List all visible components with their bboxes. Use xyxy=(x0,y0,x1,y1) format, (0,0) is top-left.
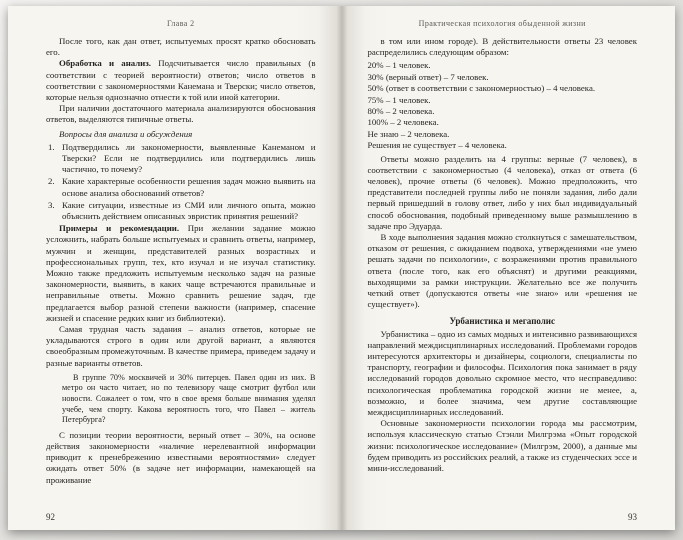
paragraph-lead: Обработка и анализ. xyxy=(59,58,151,69)
paragraph: После того, как дан ответ, испытуемых просят кратко обосновать его. xyxy=(46,36,316,58)
paragraph: Основные закономерности психологии города мы рассмотрим, используя классическую статью Стэнли Милгрэма «Опыт городской жизни: психологическое исследование» (Милгрэм, 2000), а данные мы будем приводить из российских реалий, а также из студенческих эссе и мини-исследований. xyxy=(367,418,637,473)
left-page xyxy=(8,6,342,530)
list-text: Какие ситуации, известные из СМИ или личного опыта, можно объяснить действием описанных эвристик принятия решений? xyxy=(62,199,316,222)
numbered-list-item xyxy=(46,200,316,222)
result-line: 75% – 1 человек. xyxy=(367,94,431,105)
task-quote-block: В группе 70% москвичей и 30% питерцев. Павел один из них. В метро он часто читает, но по телевизору чаще смотрит футбол или новости. Сожалеет о том, что в свое время больше внимания уделял учебе, чем спорту. Какова вероятность того, что Павел – житель Петербурга? xyxy=(62,372,316,425)
paragraph: Самая трудная часть задания – анализ ответов, которые не укладываются строго в один или другой вариант, а являются своеобразным промежуточным. В качестве примера, приведем задачу и разные варианты ответов. xyxy=(46,324,316,368)
result-line: 20% – 1 человек. xyxy=(367,60,431,71)
paragraph: С позиции теории вероятности, верный ответ – 30%, на основе действия закономерности «наличие нерелевантной информации приводит к пренебрежению известными вероятностями» следует ожидать ответ 50% (в задаче нет информации, намекающей на проживание xyxy=(46,429,316,485)
list-number: 1. xyxy=(48,141,55,152)
right-page xyxy=(342,6,676,530)
result-line: 50% (ответ в соответствии с закономерностью) – 4 человека. xyxy=(367,83,596,94)
left-running-head: Глава 2 xyxy=(166,19,195,28)
result-line: 30% (верный ответ) – 7 человек. xyxy=(367,71,489,82)
book-spread xyxy=(8,6,675,530)
page-number-right: 93 xyxy=(628,512,637,522)
result-line: 100% – 2 человека. xyxy=(367,117,439,128)
paragraph: Урбанистика – одно из самых модных и интенсивно развивающихся направлений междисциплинарных исследований. Проблемами городов интересуются архитекторы и дизайнеры, социологи, специалисты по транспорту, географии и философы. Психология пока занимает в ряду исследований городов довольно скромное место, что несправедливо: психологическая проблематика городской жизни не менее, а, возможно, и более значима, чем другие составляющие междисциплинарных исследований. xyxy=(367,328,637,417)
paragraph-text: Подсчитывается число правильных (в соответствии с теорией вероятности) ответов; число ответов в соответствии с закономерностями Канемана и Тверски; число ответов, которые нельзя однозначно отнести к той или иной категории. xyxy=(46,58,316,103)
paragraph-text: При желании задание можно усложнить, набрать больше испытуемых и сравнить ответы, например, мужчин и женщин, представителей разных возрастных и профессиональных групп, тех, кто изучал и не изучал статистику. Можно также предложить испытуемым несколько задач на разные закономерности, выявить, в каких чаще встречаются правильные и неправильные ответы. Можно сравнить решение задач, где предлагается выбор разной степени важности (например, спасение жизней и спасение редких книг из библиотеки). xyxy=(46,223,316,323)
paragraph-lead: Примеры и рекомендации. xyxy=(59,223,180,234)
list-text: Подтвердились ли закономерности, выявленные Канеманом и Тверски? Если не подтвердились или подтвердились лишь частично, то почему? xyxy=(62,141,316,175)
result-line: Решения не существует – 4 человека. xyxy=(367,140,507,151)
numbered-list-item xyxy=(46,142,316,176)
list-number: 2. xyxy=(48,176,55,187)
right-running-head: Практическая психология обыденной жизни xyxy=(418,19,586,28)
paragraph xyxy=(46,223,316,324)
section-heading-urbanism: Урбанистика и мегаполис xyxy=(449,315,555,326)
page-number-left: 92 xyxy=(46,512,55,522)
result-line: Не знаю – 2 человека. xyxy=(367,128,450,139)
results-list xyxy=(368,60,638,151)
paragraph: При наличии достаточного материала анализируются обоснования ответов, выделяются типичные ответы. xyxy=(46,103,316,125)
paragraph: В ходе выполнения задания можно столкнуться с замешательством, отказом от решения, с ожиданием подвоха, утверждениями «не умею решать задачи по психологии», с возражениями против правильного ответа (после того, как его объяснят) и другими реакциями, выходящими за рамки инструкции. Желательно все же получить четкий ответ (допускаются ответы «не знаю» или «решения не существует»). xyxy=(367,232,637,310)
subheading-questions: Вопросы для анализа и обсуждения xyxy=(59,128,193,139)
paragraph xyxy=(46,58,316,103)
list-text: Какие характерные особенности решения задач можно выявить на основе анализа обоснований ответов? xyxy=(62,176,316,198)
list-number: 3. xyxy=(48,199,55,210)
paragraph: Ответы можно разделить на 4 группы: верные (7 человек), в соответствии с закономерностью (4 человека), отказ от ответа (6 человек), прочие ответы (6 человек). Можно предположить, что представители последней группы либо не поняли задания, либо дали первый пришедший в голову ответ, либо у них был индивидуальный способ обоснования, подобный приведенному выше размышлению в задаче про Эдуарда. xyxy=(367,153,637,231)
result-line: 80% – 2 человека. xyxy=(367,106,435,117)
numbered-list-item xyxy=(46,176,316,198)
paragraph: в том или ином городе). В действительности ответы 23 человек распределились следующим образом: xyxy=(367,36,637,58)
